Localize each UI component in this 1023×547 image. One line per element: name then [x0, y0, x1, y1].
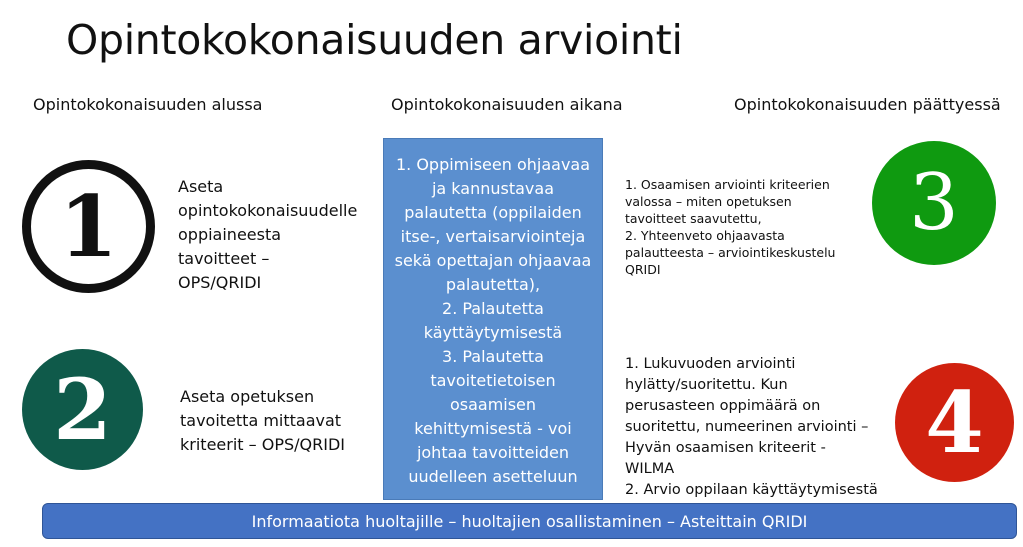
step-4-line: perusasteen oppimäärä on [625, 398, 821, 414]
during-box-line: 2. Palautetta [442, 299, 544, 318]
step-4-line: suoritettu, numeerinen arviointi – [625, 419, 869, 435]
step-2-number: 2 [53, 359, 112, 459]
step-2-circle [22, 349, 143, 470]
during-box-line: palautetta), [445, 275, 541, 294]
during-box-line: tavoitetietoisen [430, 371, 556, 390]
step-3-line: palautteesta – arviointikeskustelu [625, 245, 836, 260]
step-1-number: 1 [59, 176, 118, 276]
step-3-number: 3 [909, 158, 959, 248]
step-1-circle [22, 160, 155, 293]
step-4-number: 4 [925, 372, 984, 472]
step-4-circle [895, 363, 1014, 482]
step-4-line: 2. Arvio oppilaan käyttäytymisestä [625, 482, 878, 498]
column-heading-start: Opintokokonaisuuden alussa [33, 95, 263, 114]
step-3-line: QRIDI [625, 262, 661, 277]
step-4-line: 1. Lukuvuoden arviointi [625, 356, 796, 372]
step-1-line: oppiaineesta [178, 225, 282, 244]
during-box-line: itse-, vertaisarviointeja [400, 227, 586, 246]
during-box-line: 3. Palautetta [442, 347, 544, 366]
step-3-text [625, 176, 835, 278]
step-4-line: WILMA [625, 461, 675, 477]
step-2-line: tavoitetta mittaavat [180, 411, 342, 430]
guardian-info-bar [42, 503, 1017, 539]
step-3-line: valossa – miten opetuksen [625, 194, 792, 209]
step-1-line: OPS/QRIDI [178, 273, 262, 292]
guardian-info-text: Informaatiota huoltajille – huoltajien osallistaminen – Asteittain QRIDI [251, 511, 808, 531]
step-3-circle [872, 141, 996, 265]
during-box-line: ja kannustavaa [431, 179, 555, 198]
step-1-line: opintokokonaisuudelle [178, 201, 358, 220]
step-2-line: kriteerit – OPS/QRIDI [180, 435, 345, 454]
step-4-line: hylätty/suoritettu. Kun [625, 377, 788, 393]
step-1-line: Aseta [178, 177, 224, 196]
step-4-text [625, 354, 878, 501]
step-2-line: Aseta opetuksen [180, 387, 315, 406]
during-box-line: osaamisen [449, 395, 537, 414]
during-box-line: käyttäytymisestä [423, 323, 563, 342]
step-1-line: tavoitteet – [178, 249, 270, 268]
during-box-line: kehittymisestä - voi [414, 419, 572, 438]
step-4-line: Hyvän osaamisen kriteerit - [625, 440, 826, 456]
step-3-line: 1. Osaamisen arviointi kriteerien [625, 177, 830, 192]
page-title: Opintokokonaisuuden arviointi [66, 16, 683, 64]
column-heading-end: Opintokokonaisuuden päättyessä [734, 95, 1001, 114]
column-heading-during: Opintokokonaisuuden aikana [391, 95, 623, 114]
during-box-line: 1. Oppimiseen ohjaavaa [395, 155, 591, 174]
during-box-line: palautetta (oppilaiden [404, 203, 582, 222]
during-box-line: sekä opettajan ohjaavaa [394, 251, 592, 270]
during-box-line: uudelleen asetteluun [408, 467, 578, 486]
step-1-text [178, 175, 357, 295]
during-feedback-box [383, 138, 603, 500]
during-box-line: johtaa tavoitteiden [416, 443, 570, 462]
step-3-line: tavoitteet saavutettu, [625, 211, 762, 226]
step-2-text [180, 385, 345, 457]
step-3-line: 2. Yhteenveto ohjaavasta [625, 228, 785, 243]
